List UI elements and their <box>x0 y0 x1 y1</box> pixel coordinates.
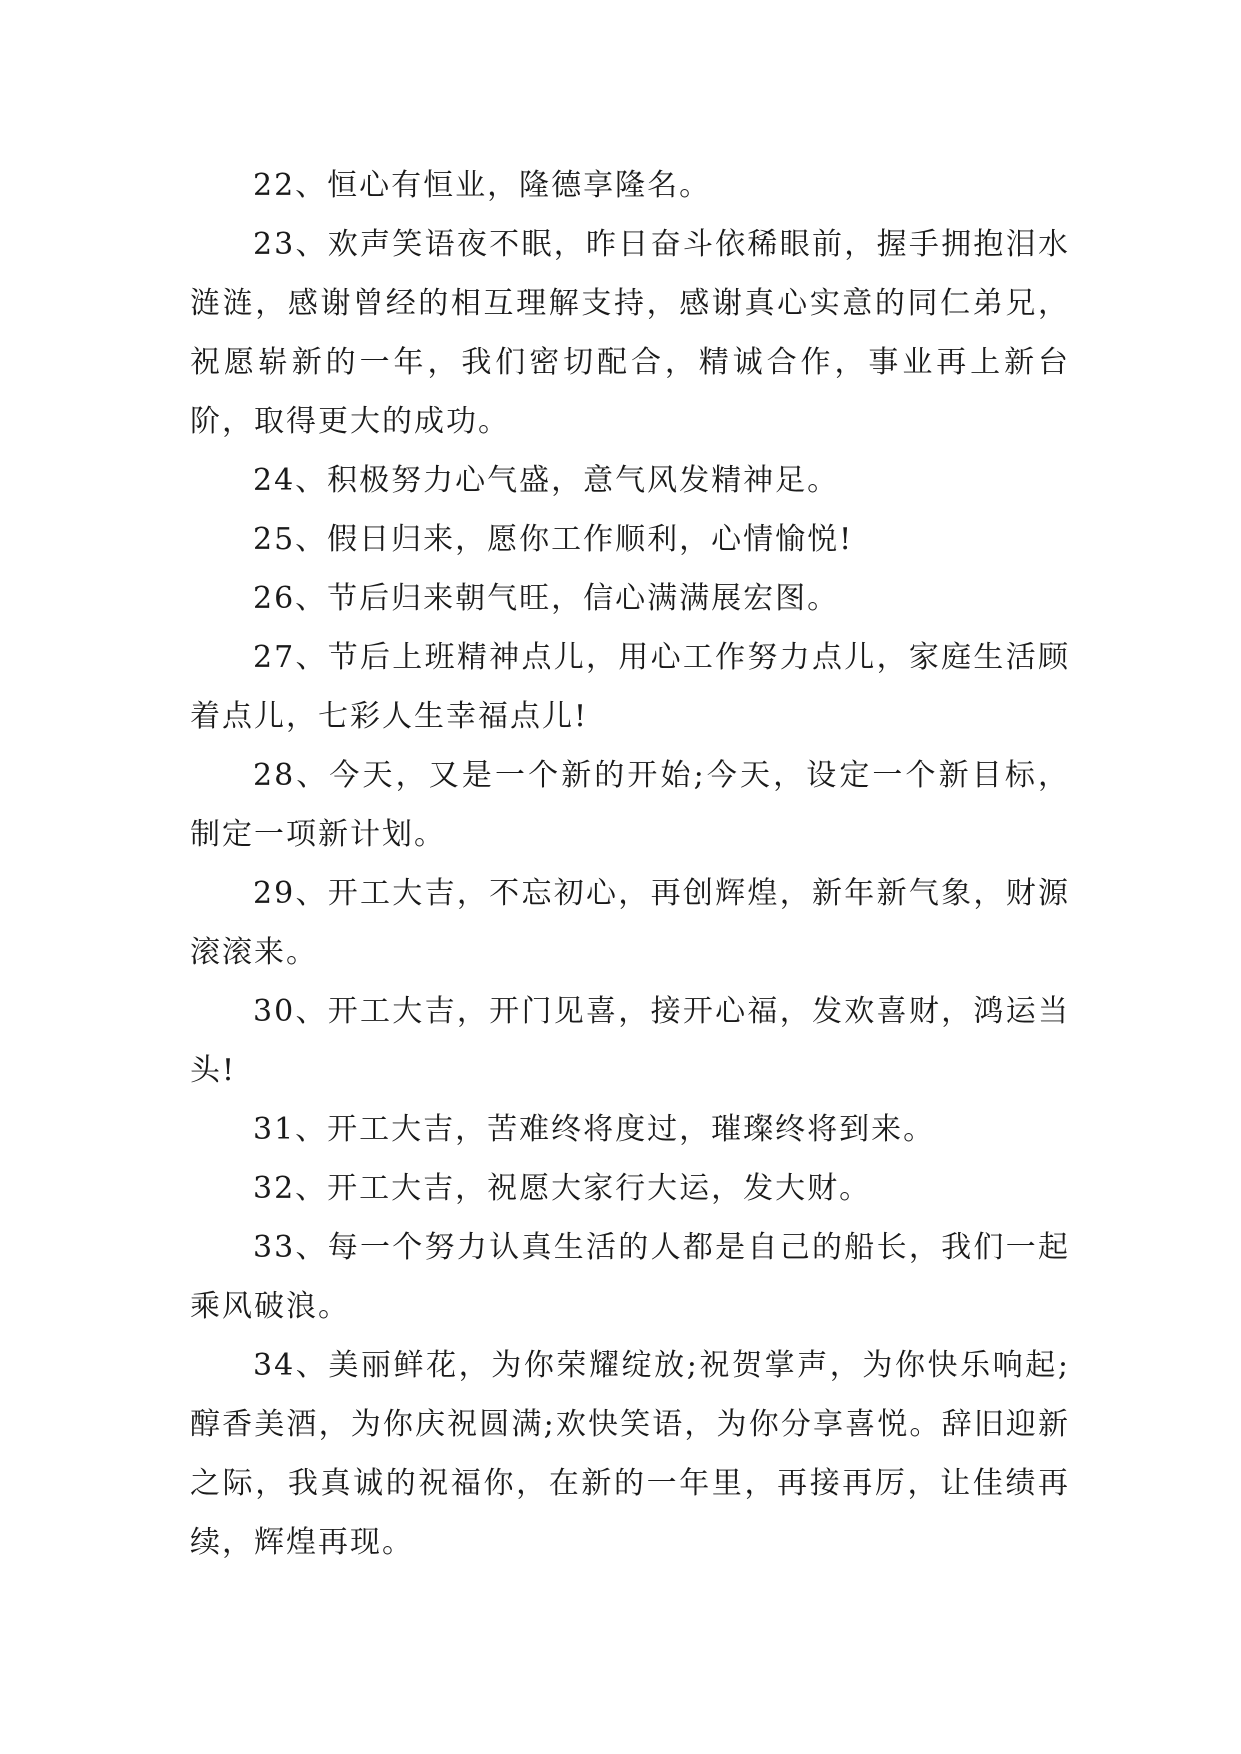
paragraph-27: 27、节后上班精神点儿，用心工作努力点儿，家庭生活顾着点儿，七彩人生幸福点儿! <box>190 640 1070 734</box>
paragraph-26: 26、节后归来朝气旺，信心满满展宏图。 <box>253 581 840 616</box>
paragraph-33: 33、每一个努力认真生活的人都是自己的船长，我们一起乘风破浪。 <box>190 1230 1070 1324</box>
document-body <box>190 156 1070 1572</box>
paragraph-34: 34、美丽鲜花，为你荣耀绽放;祝贺掌声，为你快乐响起;醇香美酒，为你庆祝圆满;欢快笑语，为你分享喜悦。辞旧迎新之际，我真诚的祝福你，在新的一年里，再接再厉，让佳绩再续，辉煌再现。 <box>190 1348 1070 1560</box>
paragraph-30: 30、开工大吉，开门见喜，接开心福，发欢喜财，鸿运当头! <box>190 994 1070 1088</box>
paragraph-32: 32、开工大吉，祝愿大家行大运，发大财。 <box>253 1171 872 1206</box>
paragraph-31: 31、开工大吉，苦难终将度过，璀璨终将到来。 <box>253 1112 936 1147</box>
paragraph-23: 23、欢声笑语夜不眠，昨日奋斗依稀眼前，握手拥抱泪水涟涟，感谢曾经的相互理解支持，感谢真心实意的同仁弟兄，祝愿崭新的一年，我们密切配合，精诚合作，事业再上新台阶，取得更大的成功。 <box>190 227 1070 439</box>
paragraph-25: 25、假日归来，愿你工作顺利，心情愉悦! <box>253 522 854 557</box>
paragraph-28: 28、今天，又是一个新的开始;今天，设定一个新目标，制定一项新计划。 <box>190 758 1070 852</box>
paragraph-22: 22、恒心有恒业，隆德享隆名。 <box>253 168 712 203</box>
paragraph-29: 29、开工大吉，不忘初心，再创辉煌，新年新气象，财源滚滚来。 <box>190 876 1070 970</box>
paragraph-24: 24、积极努力心气盛，意气风发精神足。 <box>253 463 840 498</box>
